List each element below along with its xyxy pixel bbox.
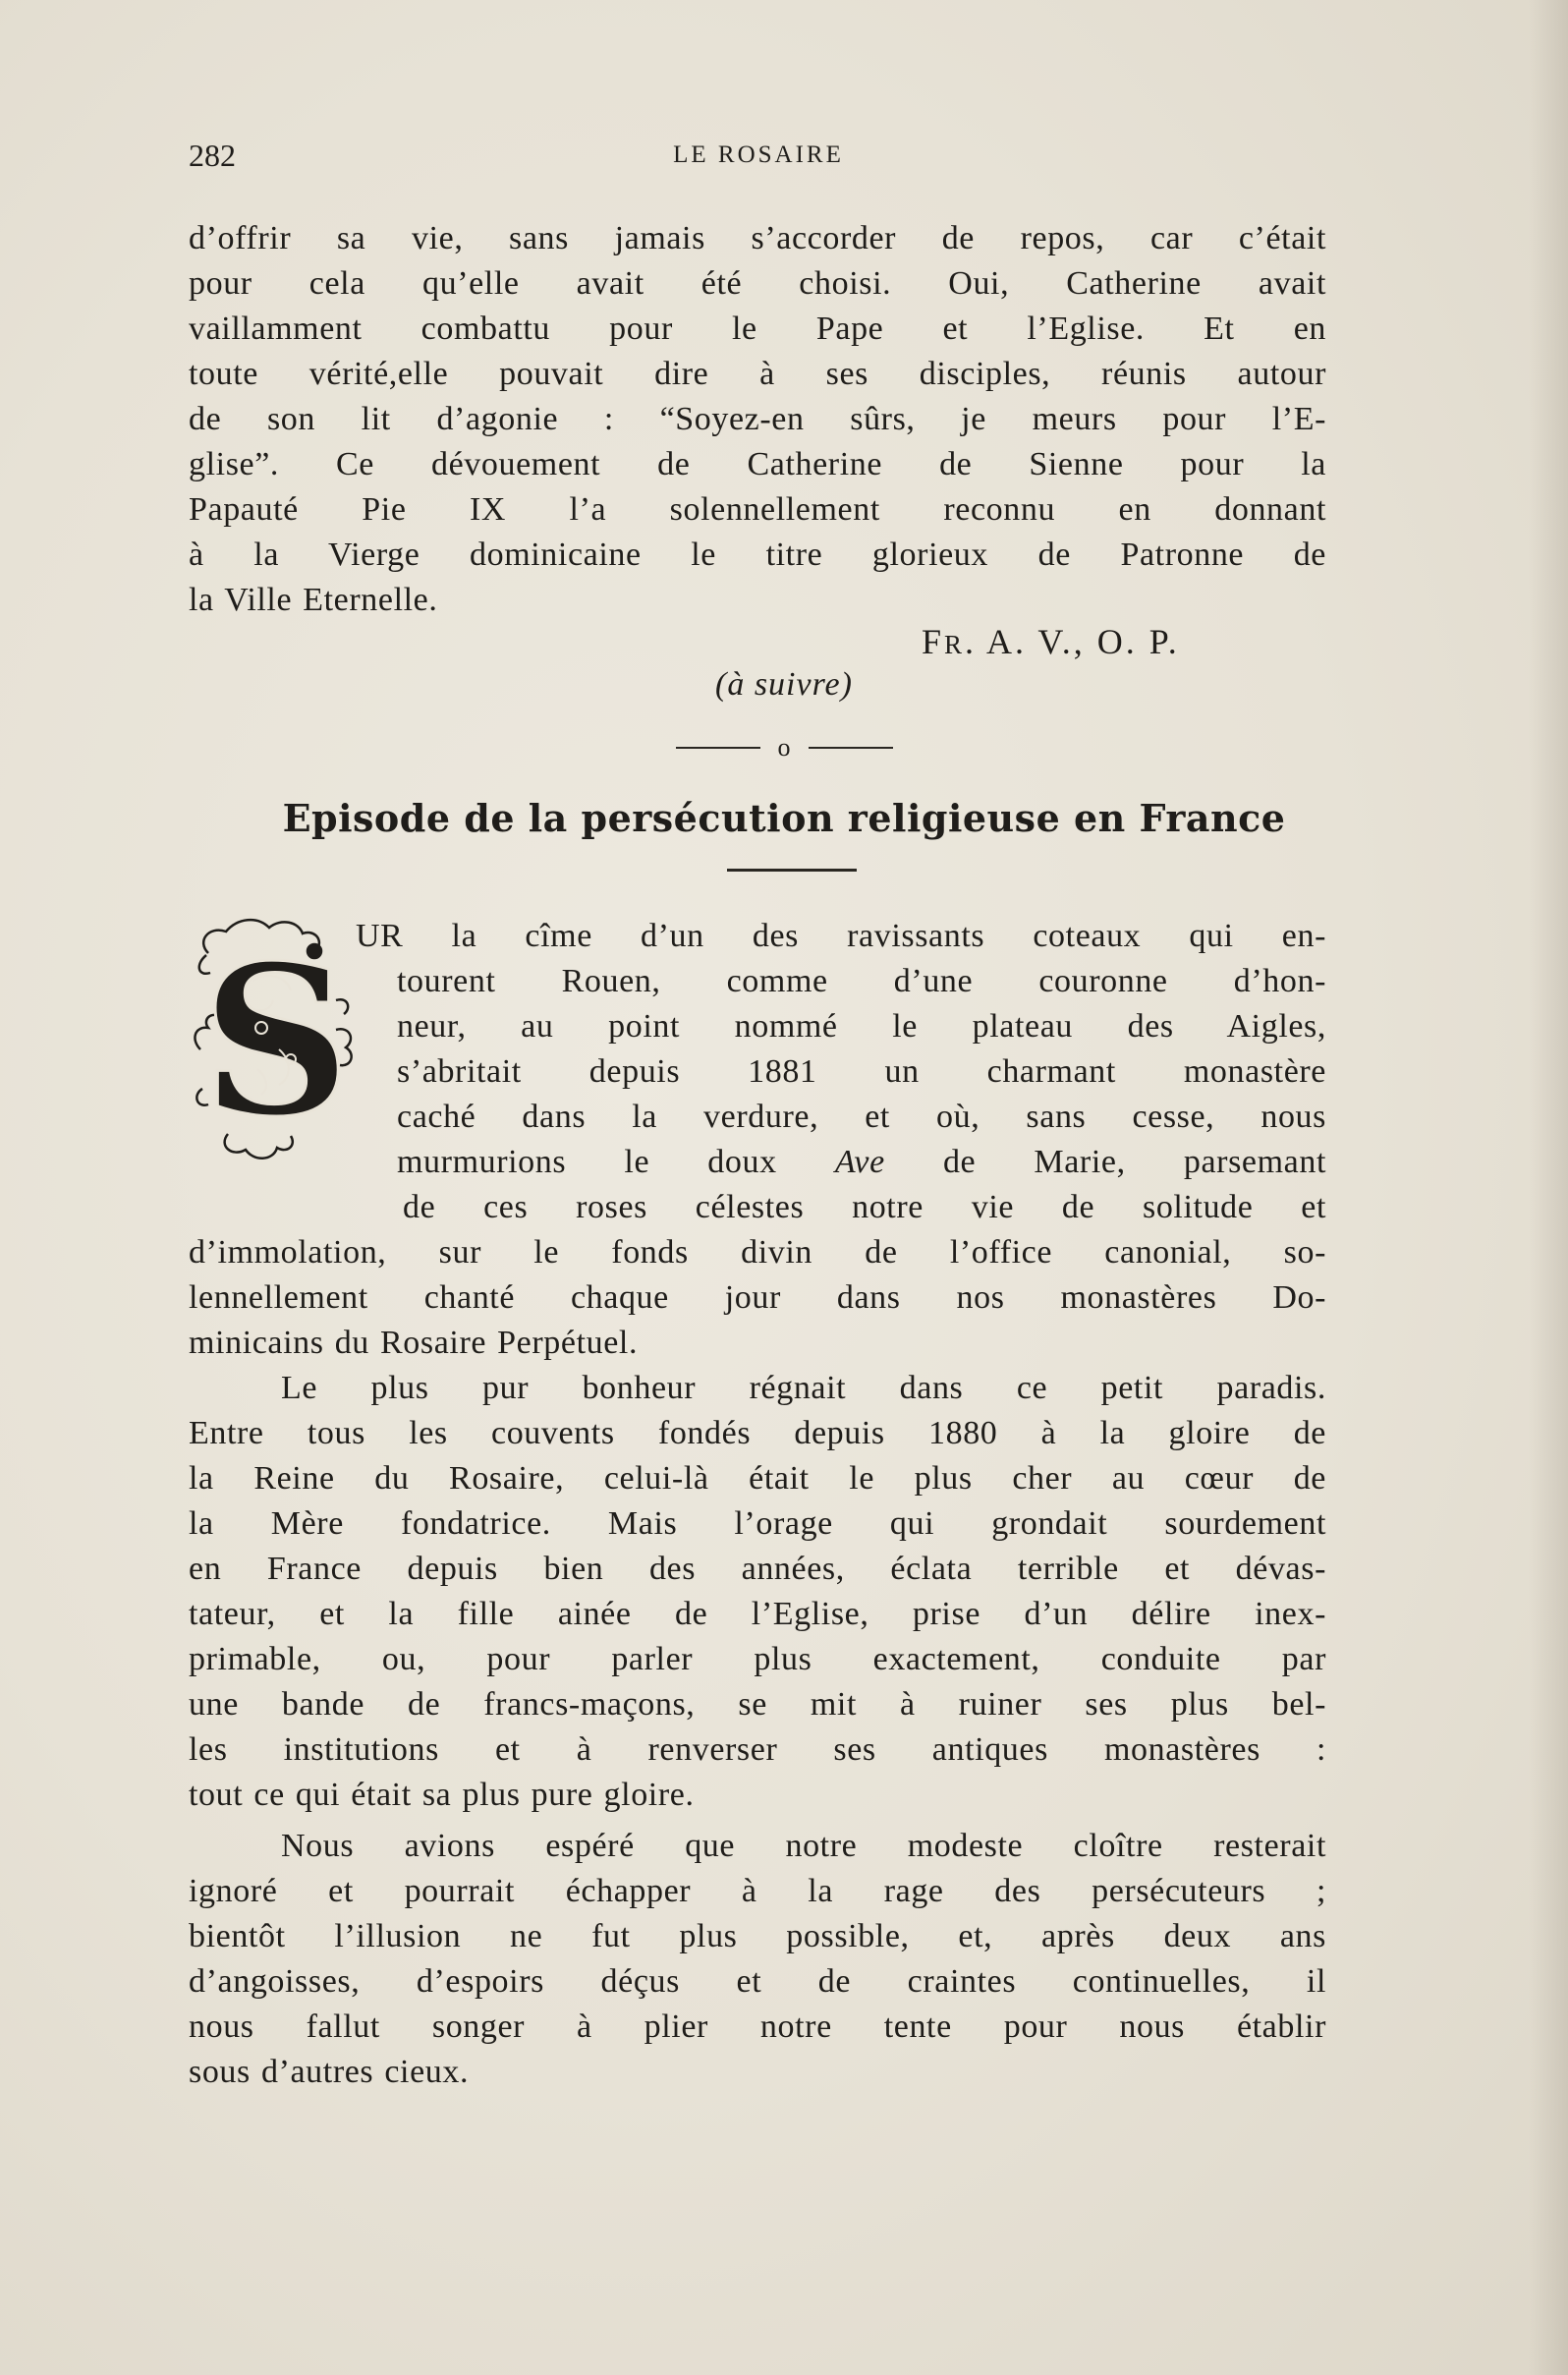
text-line: Le plus pur bonheur régnait dans ce petit paradis.: [281, 1370, 1326, 1406]
text-line: ignoré et pourrait échapper à la rage des persécuteurs ;: [189, 1873, 1326, 1909]
text-span: de Marie, parsemant: [884, 1144, 1326, 1180]
text-line: les institutions et à renverser ses antiques monastères :: [189, 1731, 1326, 1768]
text-line: la Ville Eternelle.: [189, 582, 438, 618]
page-header: [189, 138, 1328, 177]
text-line: tateur, et la fille ainée de l’Eglise, prise d’un délire inex-: [189, 1596, 1326, 1632]
text-line: Nous avions espéré que notre modeste cloître resterait: [281, 1828, 1326, 1864]
text-line: lennellement chanté chaque jour dans nos monastères Do-: [189, 1279, 1326, 1316]
text-line: glise”. Ce dévouement de Catherine de Sienne pour la: [189, 446, 1326, 482]
text-line: minicains du Rosaire Perpétuel.: [189, 1325, 639, 1361]
section-separator: [0, 733, 1568, 763]
text-line: sous d’autres cieux.: [189, 2054, 470, 2090]
italic-word: Ave: [834, 1144, 885, 1180]
signature-smallcaps: R: [944, 630, 966, 659]
dropcap-ornament-icon: [189, 912, 364, 1169]
text-line: à la Vierge dominicaine le titre glorieux de Patronne de: [189, 537, 1326, 573]
text-line: la Reine du Rosaire, celui-là était le plus cher au cœur de: [189, 1460, 1326, 1497]
text-line: neur, au point nommé le plateau des Aigles,: [397, 1008, 1326, 1045]
text-line: tourent Rouen, comme d’une couronne d’hon-: [397, 963, 1326, 999]
text-line: [397, 1140, 1326, 1185]
text-line: de ces roses célestes notre vie de solitude et: [403, 1189, 1326, 1225]
text-line: d’immolation, sur le fonds divin de l’office canonial, so-: [189, 1234, 1326, 1271]
text-line: primable, ou, pour parler plus exactement, conduite par: [189, 1641, 1326, 1677]
text-line: s’abritait depuis 1881 un charmant monastère: [397, 1053, 1326, 1090]
text-line: Papauté Pie IX l’a solennellement reconnu en donnant: [189, 491, 1326, 528]
text-line: caché dans la verdure, et où, sans cesse, nous: [397, 1099, 1326, 1135]
dropcap-letter: S: [201, 920, 351, 1162]
text-line: nous fallut songer à plier notre tente pour nous établir: [189, 2008, 1326, 2045]
text-line: bientôt l’illusion ne fut plus possible, et, après deux ans: [189, 1918, 1326, 1954]
separator-rule-left: [676, 747, 760, 749]
text-line: une bande de francs-maçons, se mit à ruiner ses plus bel-: [189, 1686, 1326, 1723]
article-title: Episode de la persécution religieuse en France: [282, 796, 1286, 840]
decorated-dropcap: [189, 912, 364, 1169]
author-signature: [922, 621, 1180, 662]
text-line: vaillamment combattu pour le Pape et l’Eglise. Et en: [189, 311, 1326, 347]
page-edge-shadow: [1529, 0, 1568, 2375]
separator-mark: o: [777, 733, 791, 762]
text-line: pour cela qu’elle avait été choisi. Oui, Catherine avait: [189, 265, 1326, 302]
title-underline: [727, 869, 857, 872]
text-line: la Mère fondatrice. Mais l’orage qui grondait sourdement: [189, 1505, 1326, 1542]
text-line: en France depuis bien des années, éclata terrible et dévas-: [189, 1551, 1326, 1587]
text-line: d’offrir sa vie, sans jamais s’accorder de repos, car c’était: [189, 220, 1326, 256]
signature-lead: F: [922, 622, 945, 661]
text-line: de son lit d’agonie : “Soyez-en sûrs, je meurs pour l’E-: [189, 401, 1326, 437]
separator-rule-right: [809, 747, 893, 749]
to-be-continued: (à suivre): [715, 666, 853, 703]
text-line: Entre tous les couvents fondés depuis 1880 à la gloire de: [189, 1415, 1326, 1451]
page-number: 282: [189, 138, 236, 173]
running-title: LE ROSAIRE: [673, 141, 844, 168]
text-span: murmurions le doux: [397, 1144, 835, 1180]
text-line: d’angoisses, d’espoirs déçus et de craintes continuelles, il: [189, 1963, 1326, 2000]
text-line: UR la cîme d’un des ravissants coteaux qui en-: [356, 918, 1326, 954]
text-line: tout ce qui était sa plus pure gloire.: [189, 1777, 695, 1813]
text-line: toute vérité,elle pouvait dire à ses disciples, réunis autour: [189, 356, 1326, 392]
signature-rest: . A. V., O. P.: [965, 622, 1180, 661]
